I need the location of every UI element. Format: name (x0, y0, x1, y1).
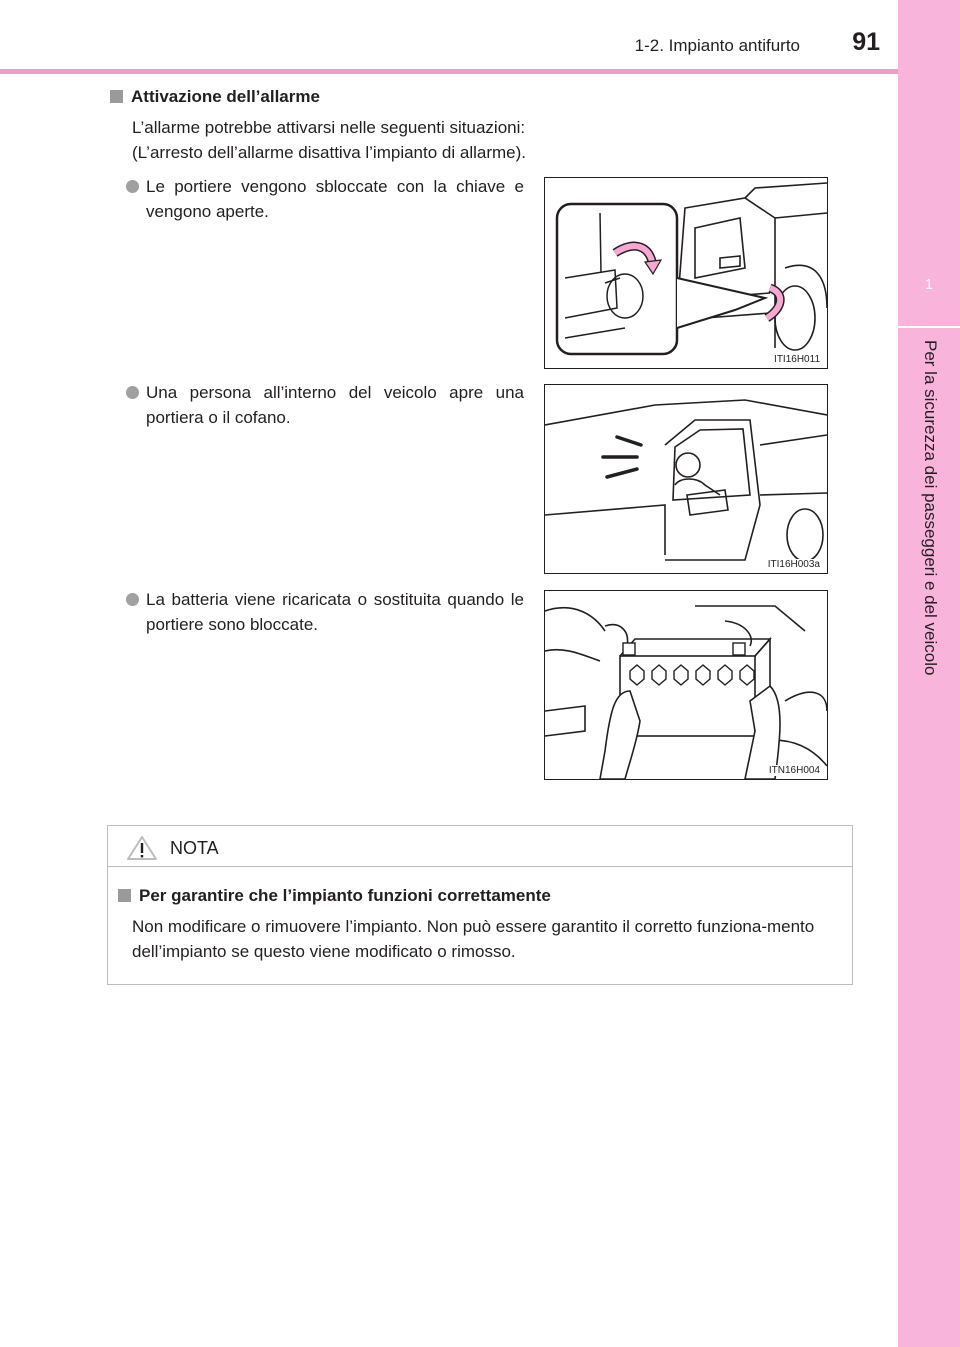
chapter-title: Per la sicurezza dei passeggeri e del veicolo (921, 340, 940, 676)
intro-line-1: L’allarme potrebbe attivarsi nelle seguenti situazioni: (132, 118, 526, 137)
warning-triangle-icon (126, 835, 158, 861)
figure-code: ITI16H003a (765, 559, 823, 570)
notice-subheading (118, 886, 551, 906)
section-heading (110, 87, 320, 107)
notice-body: Non modificare o rimuovere l’impianto. Non può essere garantito il corretto funziona-mento dell’impianto se questo viene modificato o rimosso. (132, 917, 815, 961)
side-tab-divider (898, 326, 960, 328)
figure-code: ITN16H004 (766, 765, 823, 776)
person-door-illustration (545, 385, 827, 573)
header-section-title: 1-2. Impianto antifurto (634, 36, 800, 55)
figure-battery-replacement (544, 590, 828, 780)
notice-box (107, 825, 853, 985)
section-heading-text: Attivazione dell’allarme (131, 87, 320, 106)
section-intro (132, 115, 592, 165)
page-number: 91 (852, 28, 880, 56)
list-item-battery (126, 587, 524, 637)
notice-title: NOTA (170, 838, 219, 858)
list-item-text: Le portiere vengono sbloccate con la chiave e vengono aperte. (146, 177, 524, 221)
intro-line-2: (L’arresto dell’allarme disattiva l’impianto di allarme). (132, 143, 526, 162)
chapter-side-tab (898, 0, 960, 1347)
header-rule (0, 69, 898, 74)
chapter-number: 1 (924, 276, 934, 293)
figure-door-key-unlock (544, 177, 828, 369)
bullet-dot-icon (126, 386, 139, 399)
list-item-inside-open (126, 380, 524, 430)
figure-code: ITI16H011 (771, 354, 823, 365)
notice-header (108, 826, 852, 867)
list-item-text: La batteria viene ricaricata o sostituita quando le portiere sono bloccate. (146, 590, 524, 634)
list-item-text: Una persona all’interno del veicolo apre una portiera o il cofano. (146, 383, 524, 427)
list-item-unlock-key (126, 174, 524, 224)
bullet-dot-icon (126, 180, 139, 193)
battery-illustration (545, 591, 827, 779)
figure-person-opens-door (544, 384, 828, 574)
bullet-dot-icon (126, 593, 139, 606)
square-bullet-icon (110, 90, 123, 103)
notice-subheading-text: Per garantire che l’impianto funzioni correttamente (139, 886, 551, 905)
square-bullet-icon (118, 889, 131, 902)
chapter-title-wrap (898, 340, 960, 700)
door-key-illustration (545, 178, 827, 368)
